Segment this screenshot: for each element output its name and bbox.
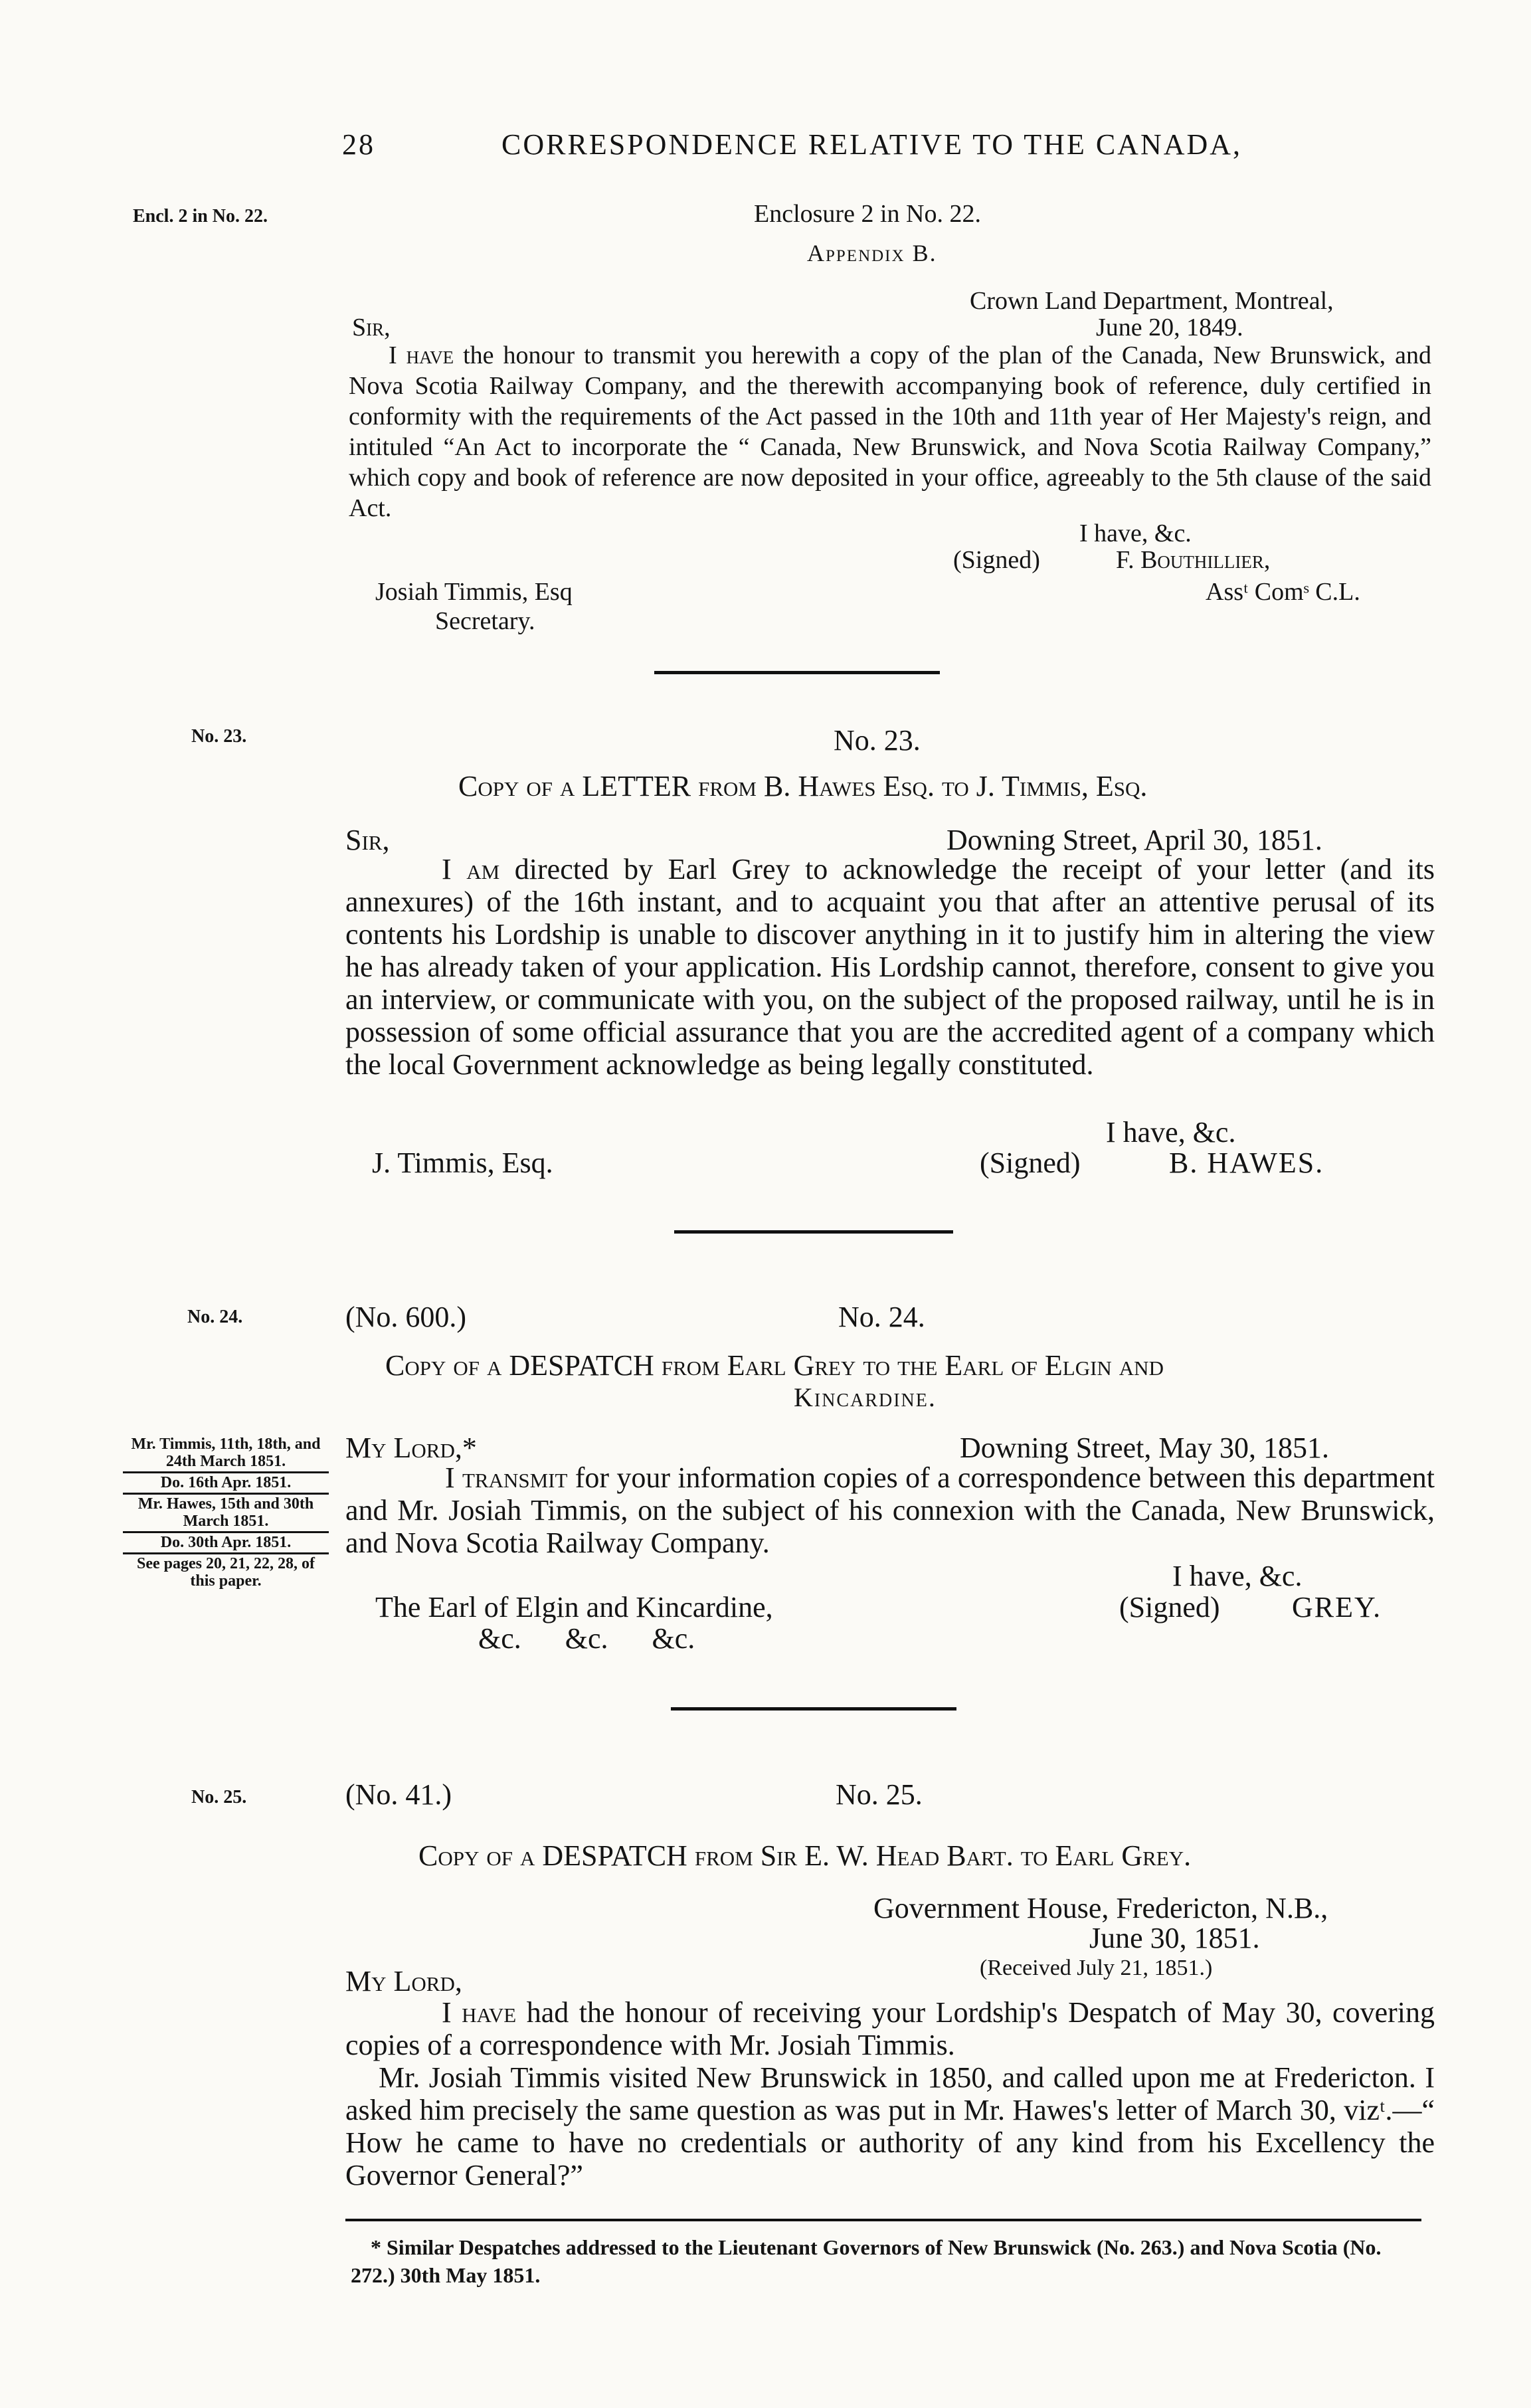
enclosure-signer: F. Bouthillier, [1116,546,1271,574]
no23-signed: (Signed) [980,1147,1081,1179]
no25-title: Copy of a DESPATCH from Sir E. W. Head Bart. to Earl Grey. [418,1839,1192,1872]
no24-body [345,1461,1435,1559]
enclosure-date: June 20, 1849. [1096,314,1243,341]
enclosure-signed: (Signed) [953,546,1040,574]
margin-reference: Mr. Hawes, 15th and 30th March 1851. [123,1495,329,1533]
margin-label-no24: No. 24. [187,1307,243,1327]
enclosure-closing: I have, &c. [1079,519,1192,547]
no25-date: June 30, 1851. [1089,1922,1260,1954]
no23-title: Copy of a LETTER from B. Hawes Esq. to J. Timmis, Esq. [458,770,1148,802]
no23-body [345,853,1435,1081]
no23-body-lead: I am [442,853,500,885]
margin-reference: Do. 16th Apr. 1851. [123,1473,329,1495]
enclosure-addressee-title: Secretary. [435,607,535,635]
no23-number: No. 23. [834,724,921,757]
no24-ref: (No. 600.) [345,1301,467,1333]
margin-references [123,1435,329,1591]
enclosure-body [349,340,1431,523]
footnote-rule [345,2219,1421,2221]
margin-reference: Do. 30th Apr. 1851. [123,1533,329,1554]
no24-title-line2: Kincardine. [794,1382,937,1412]
footnote: * Similar Despatches addressed to the Lieutenant Governors of New Brunswick (No. 263.) and Nova Scotia (No. 272.) 30th May 1851. [351,2235,1382,2287]
section-divider [671,1707,956,1711]
enclosure-addressee: Josiah Timmis, Esq [375,578,573,606]
no24-body-lead: I transmit [445,1461,568,1494]
no24-place-date: Downing Street, May 30, 1851. [960,1432,1330,1464]
no25-body-2: Mr. Josiah Timmis visited New Brunswick in 1850, and called upon me at Fredericton. I asked him precisely the same question as was put in Mr. Hawes's letter of March 30, vizᵗ.—“ How he came to have no credentials or authority of any kind from his Excellency the Governor General?” [345,2061,1435,2191]
section-divider [674,1230,953,1234]
margin-label-encl: Encl. 2 in No. 22. [133,206,268,227]
running-title: CORRESPONDENCE RELATIVE TO THE CANADA, [501,128,1243,161]
no23-closing: I have, &c. [1106,1116,1236,1149]
no23-addressee: J. Timmis, Esq. [372,1147,553,1179]
no23-body-text: directed by Earl Grey to acknowledge the receipt of your letter (and its annexures) of the 16th instant, and to acquaint you that after an attentive perusal of its contents his Lordship is unable to discover anything in it to justify him in altering the view he has already taken of your application. His Lordship cannot, therefore, consent to give you an interview, or communicate with you, on the subject of the proposed railway, until he is in possession of some official assurance that you are the accredited agent of a company which the local Government acknowledge as being legally constituted. [345,853,1435,1081]
no24-number: No. 24. [838,1301,925,1333]
no24-signer: GREY. [1292,1591,1382,1623]
no25-number: No. 25. [836,1778,923,1811]
page-number: 28 [342,128,375,161]
no24-signed: (Signed) [1119,1591,1220,1623]
enclosure-body-text: the honour to transmit you herewith a copy of the plan of the Canada, New Brunswick, and Nova Scotia Railway Company, and the therewith accompanying book of reference, duly certified in conformity with the requirements of the Act passed in the 10th and 11th year of Her Majesty's reign, and intituled “An Act to incorporate the “ Canada, New Brunswick, and Nova Scotia Railway Company,” which copy and book of reference are now deposited in your office, agreeably to the 5th clause of the said Act. [349,341,1432,522]
no25-received: (Received July 21, 1851.) [980,1956,1213,1980]
appendix-title: Appendix B. [807,240,937,266]
enclosure-salutation: Sir, [352,314,391,341]
no25-body-1-text: had the honour of receiving your Lordship's Despatch of May 30, covering copies of a correspondence with Mr. Josiah Timmis. [345,1996,1435,2061]
no24-addressee: The Earl of Elgin and Kincardine, [375,1591,773,1623]
no25-place: Government House, Fredericton, N.B., [873,1892,1328,1924]
no25-ref: (No. 41.) [345,1778,452,1811]
enclosure-place: Crown Land Department, Montreal, [970,287,1334,315]
enclosure-title: Enclosure 2 in No. 22. [754,200,981,228]
no23-signer: B. HAWES. [1169,1147,1324,1179]
margin-reference: See pages 20, 21, 22, 28, of this paper. [137,1555,315,1590]
no25-body-lead: I have [442,1996,517,2029]
enclosure-body-lead: I have [389,341,454,369]
no24-title-line1: Copy of a DESPATCH from Earl Grey to the Earl of Elgin and [385,1349,1164,1382]
section-divider [654,671,940,674]
no24-salutation: My Lord,* [345,1432,477,1464]
no25-salutation: My Lord, [345,1965,462,1997]
no23-salutation: Sir, [345,824,390,856]
enclosure-signer-title: Assᵗ Comˢ C.L. [1206,578,1360,606]
no25-body-1 [345,1996,1435,2061]
no24-body-text: for your information copies of a correspondence between this department and Mr. Josiah Timmis, on the subject of his connexion with the Canada, New Brunswick, and Nova Scotia Railway Company. [345,1461,1435,1559]
no23-place-date: Downing Street, April 30, 1851. [946,824,1322,856]
margin-label-no23: No. 23. [191,726,247,747]
no24-closing: I have, &c. [1172,1560,1303,1592]
margin-reference: Mr. Timmis, 11th, 18th, and 24th March 1851. [123,1435,329,1473]
margin-label-no25: No. 25. [191,1787,247,1807]
no24-addressee-etc: &c. &c. &c. [478,1622,695,1655]
